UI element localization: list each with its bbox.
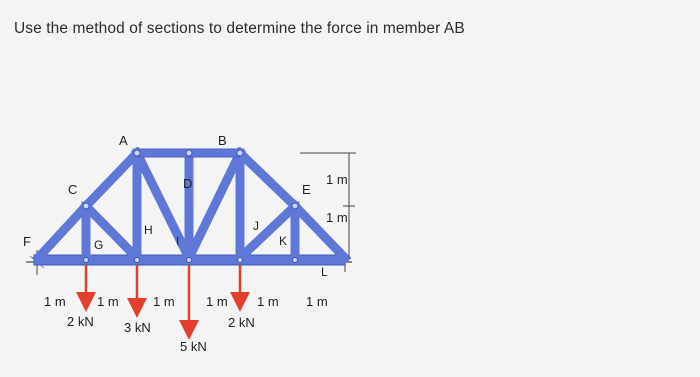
load-label-i: 3 kN: [124, 320, 151, 335]
member-be: [240, 153, 295, 206]
spacing-label-1: 1 m: [44, 294, 66, 309]
load-label-g: 2 kN: [67, 314, 94, 329]
height-label-lower: 1 m: [326, 210, 348, 225]
member-bd: [189, 153, 240, 258]
node-label-j: J: [253, 219, 259, 233]
node-label-l: L: [321, 265, 328, 279]
node-label-g: G: [94, 238, 104, 252]
spacing-label-3: 1 m: [153, 294, 175, 309]
node-label-d: D: [183, 176, 193, 191]
node-label-h: H: [144, 223, 153, 237]
spacing-label-5: 1 m: [257, 294, 279, 309]
load-label-center: 5 kN: [180, 339, 207, 354]
node-label-e: E: [302, 182, 311, 197]
node-label-b: B: [218, 133, 227, 148]
load-label-j: 2 kN: [228, 315, 255, 330]
question-text: Use the method of sections to determine the force in member AB: [14, 20, 465, 37]
node-label-k: K: [279, 234, 288, 248]
member-fc: [38, 206, 86, 258]
member-ek-diag: [240, 206, 295, 258]
spacing-label-6: 1 m: [306, 294, 328, 309]
node-label-a: A: [119, 133, 128, 148]
node-label-i: I: [176, 234, 180, 248]
height-label-upper: 1 m: [326, 172, 348, 187]
node-label-f: F: [23, 234, 31, 249]
node-label-c: C: [68, 182, 78, 197]
member-ca: [86, 153, 137, 206]
spacing-label-2: 1 m: [97, 294, 119, 309]
spacing-label-4: 1 m: [206, 294, 228, 309]
member-ad: [137, 153, 189, 258]
